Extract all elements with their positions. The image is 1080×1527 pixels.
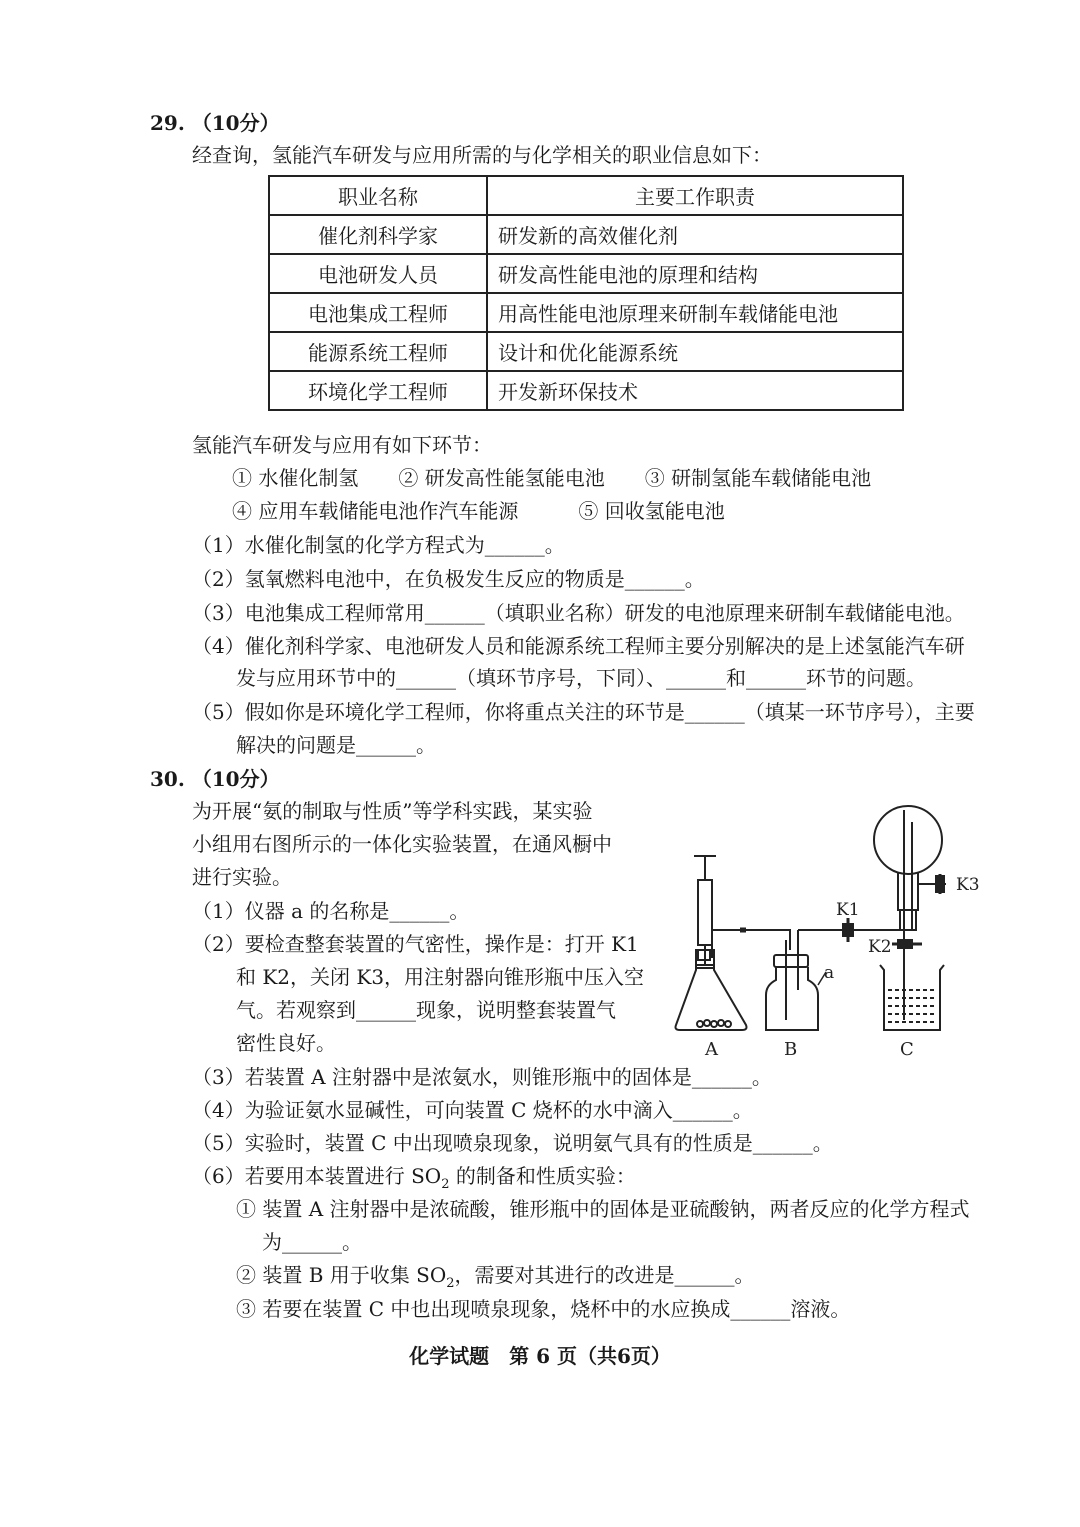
- q30-q6-text: （6）若要用本装置进行 SO: [192, 1164, 442, 1188]
- q30-sub-question: 气。若观察到______现象，说明整套装置气: [236, 998, 616, 1022]
- table-cell: 设计和优化能源系统: [487, 332, 903, 371]
- q30-intro: 为开展“氨的制取与性质”等学科实践，某实验: [192, 799, 593, 823]
- erlenmeyer-flask: [676, 950, 747, 1030]
- q30-sub-question: [192, 1163, 636, 1198]
- label-small-a: a: [824, 963, 835, 983]
- apparatus-diagram: [660, 790, 1000, 1070]
- q30-q6-2-text: ，需要对其进行的改进是______。: [454, 1263, 755, 1287]
- q29-sub-question: （2）氢氧燃料电池中，在负极发生反应的物质是______。: [192, 567, 705, 591]
- q30-sub-question: 为______。: [262, 1230, 362, 1254]
- q30-sub-question: （2）要检查整套装置的气密性，操作是：打开 K1: [192, 932, 639, 956]
- table-cell: 开发新环保技术: [487, 371, 903, 410]
- table-row: [269, 332, 903, 371]
- q29-sub-question: （4）催化剂科学家、电池研发人员和能源系统工程师主要分别解决的是上述氢能汽车研: [192, 634, 965, 658]
- q29-sub-question: 解决的问题是______。: [236, 733, 436, 757]
- table-cell: 催化剂科学家: [269, 215, 487, 254]
- q30-sub-question: ① 装置 A 注射器中是浓硫酸，锥形瓶中的固体是亚硫酸钠，两者反应的化学方程式: [236, 1197, 970, 1221]
- subscript-2: 2: [441, 1177, 450, 1192]
- table-cell: 研发高性能电池的原理和结构: [487, 254, 903, 293]
- table-row: [269, 371, 903, 410]
- table-row: [269, 293, 903, 332]
- q30-sub-question: （1）仪器 a 的名称是______。: [192, 899, 470, 923]
- q29-sub-question: 发与应用环节中的______（填环节序号，下同）、______和______环节的问题。: [236, 666, 926, 690]
- career-table: [268, 175, 904, 411]
- table-row: [269, 215, 903, 254]
- q30-sub-question: [236, 1262, 755, 1297]
- q29-stages-line: ① 水催化制氢 ② 研发高性能氢能电池 ③ 研制氢能车载储能电池: [232, 466, 872, 490]
- label-k1: K1: [836, 900, 860, 920]
- valve-k2: [892, 940, 922, 948]
- label-k2: K2: [868, 937, 892, 957]
- q30-sub-question: ③ 若要在装置 C 中也出现喷泉现象，烧杯中的水应换成______溶液。: [236, 1297, 851, 1321]
- table-header-cell: 主要工作职责: [487, 176, 903, 215]
- q29-intro: 经查询，氢能汽车研发与应用所需的与化学相关的职业信息如下：: [192, 143, 772, 167]
- label-b: B: [784, 1039, 798, 1060]
- label-a: A: [705, 1039, 718, 1060]
- valve-k3: [918, 874, 946, 894]
- q30-intro: 小组用右图所示的一体化实验装置，在通风橱中: [192, 832, 612, 856]
- table-row: [269, 254, 903, 293]
- label-c: C: [900, 1039, 914, 1060]
- q30-intro: 进行实验。: [192, 865, 292, 889]
- q30-sub-question: （5）实验时，装置 C 中出现喷泉现象，说明氨气具有的性质是______。: [192, 1131, 833, 1155]
- table-cell: 电池研发人员: [269, 254, 487, 293]
- q30-header: 30. （10分）: [150, 767, 280, 791]
- q30-sub-question: （3）若装置 A 注射器中是浓氨水，则锥形瓶中的固体是______。: [192, 1065, 772, 1089]
- q30-sub-question: 和 K2，关闭 K3，用注射器向锥形瓶中压入空: [236, 965, 645, 989]
- table-cell: 电池集成工程师: [269, 293, 487, 332]
- page-footer: 化学试题 第 6 页（共6页）: [409, 1344, 671, 1368]
- label-k3: K3: [956, 875, 980, 895]
- q29-stages-line: ④ 应用车载储能电池作汽车能源 ⑤ 回收氢能电池: [232, 499, 725, 523]
- glass-tube: [712, 930, 790, 958]
- q29-stages-intro: 氢能汽车研发与应用有如下环节：: [192, 433, 492, 457]
- q29-sub-question: （5）假如你是环境化学工程师，你将重点关注的环节是______（填某一环节序号），主要: [192, 700, 975, 724]
- q29-sub-question: （1）水催化制氢的化学方程式为______。: [192, 533, 565, 557]
- subscript-2: 2: [446, 1276, 455, 1291]
- table-cell: 研发新的高效催化剂: [487, 215, 903, 254]
- table-cell: 环境化学工程师: [269, 371, 487, 410]
- table-header-row: [269, 176, 903, 215]
- table-header-cell: 职业名称: [269, 176, 487, 215]
- q29-header: 29. （10分）: [150, 111, 280, 135]
- q30-q6-2-text: ② 装置 B 用于收集 SO: [236, 1263, 447, 1287]
- table-cell: 用高性能电池原理来研制车载储能电池: [487, 293, 903, 332]
- q30-sub-question: 密性良好。: [236, 1031, 336, 1055]
- q30-sub-question: （4）为验证氨水显碱性，可向装置 C 烧杯的水中滴入______。: [192, 1098, 753, 1122]
- q29-sub-question: （3）电池集成工程师常用______（填职业名称）研发的电池原理来研制车载储能电池。: [192, 601, 965, 625]
- table-cell: 能源系统工程师: [269, 332, 487, 371]
- beaker: [880, 965, 944, 1030]
- q30-q6-text: 的制备和性质实验：: [449, 1164, 636, 1188]
